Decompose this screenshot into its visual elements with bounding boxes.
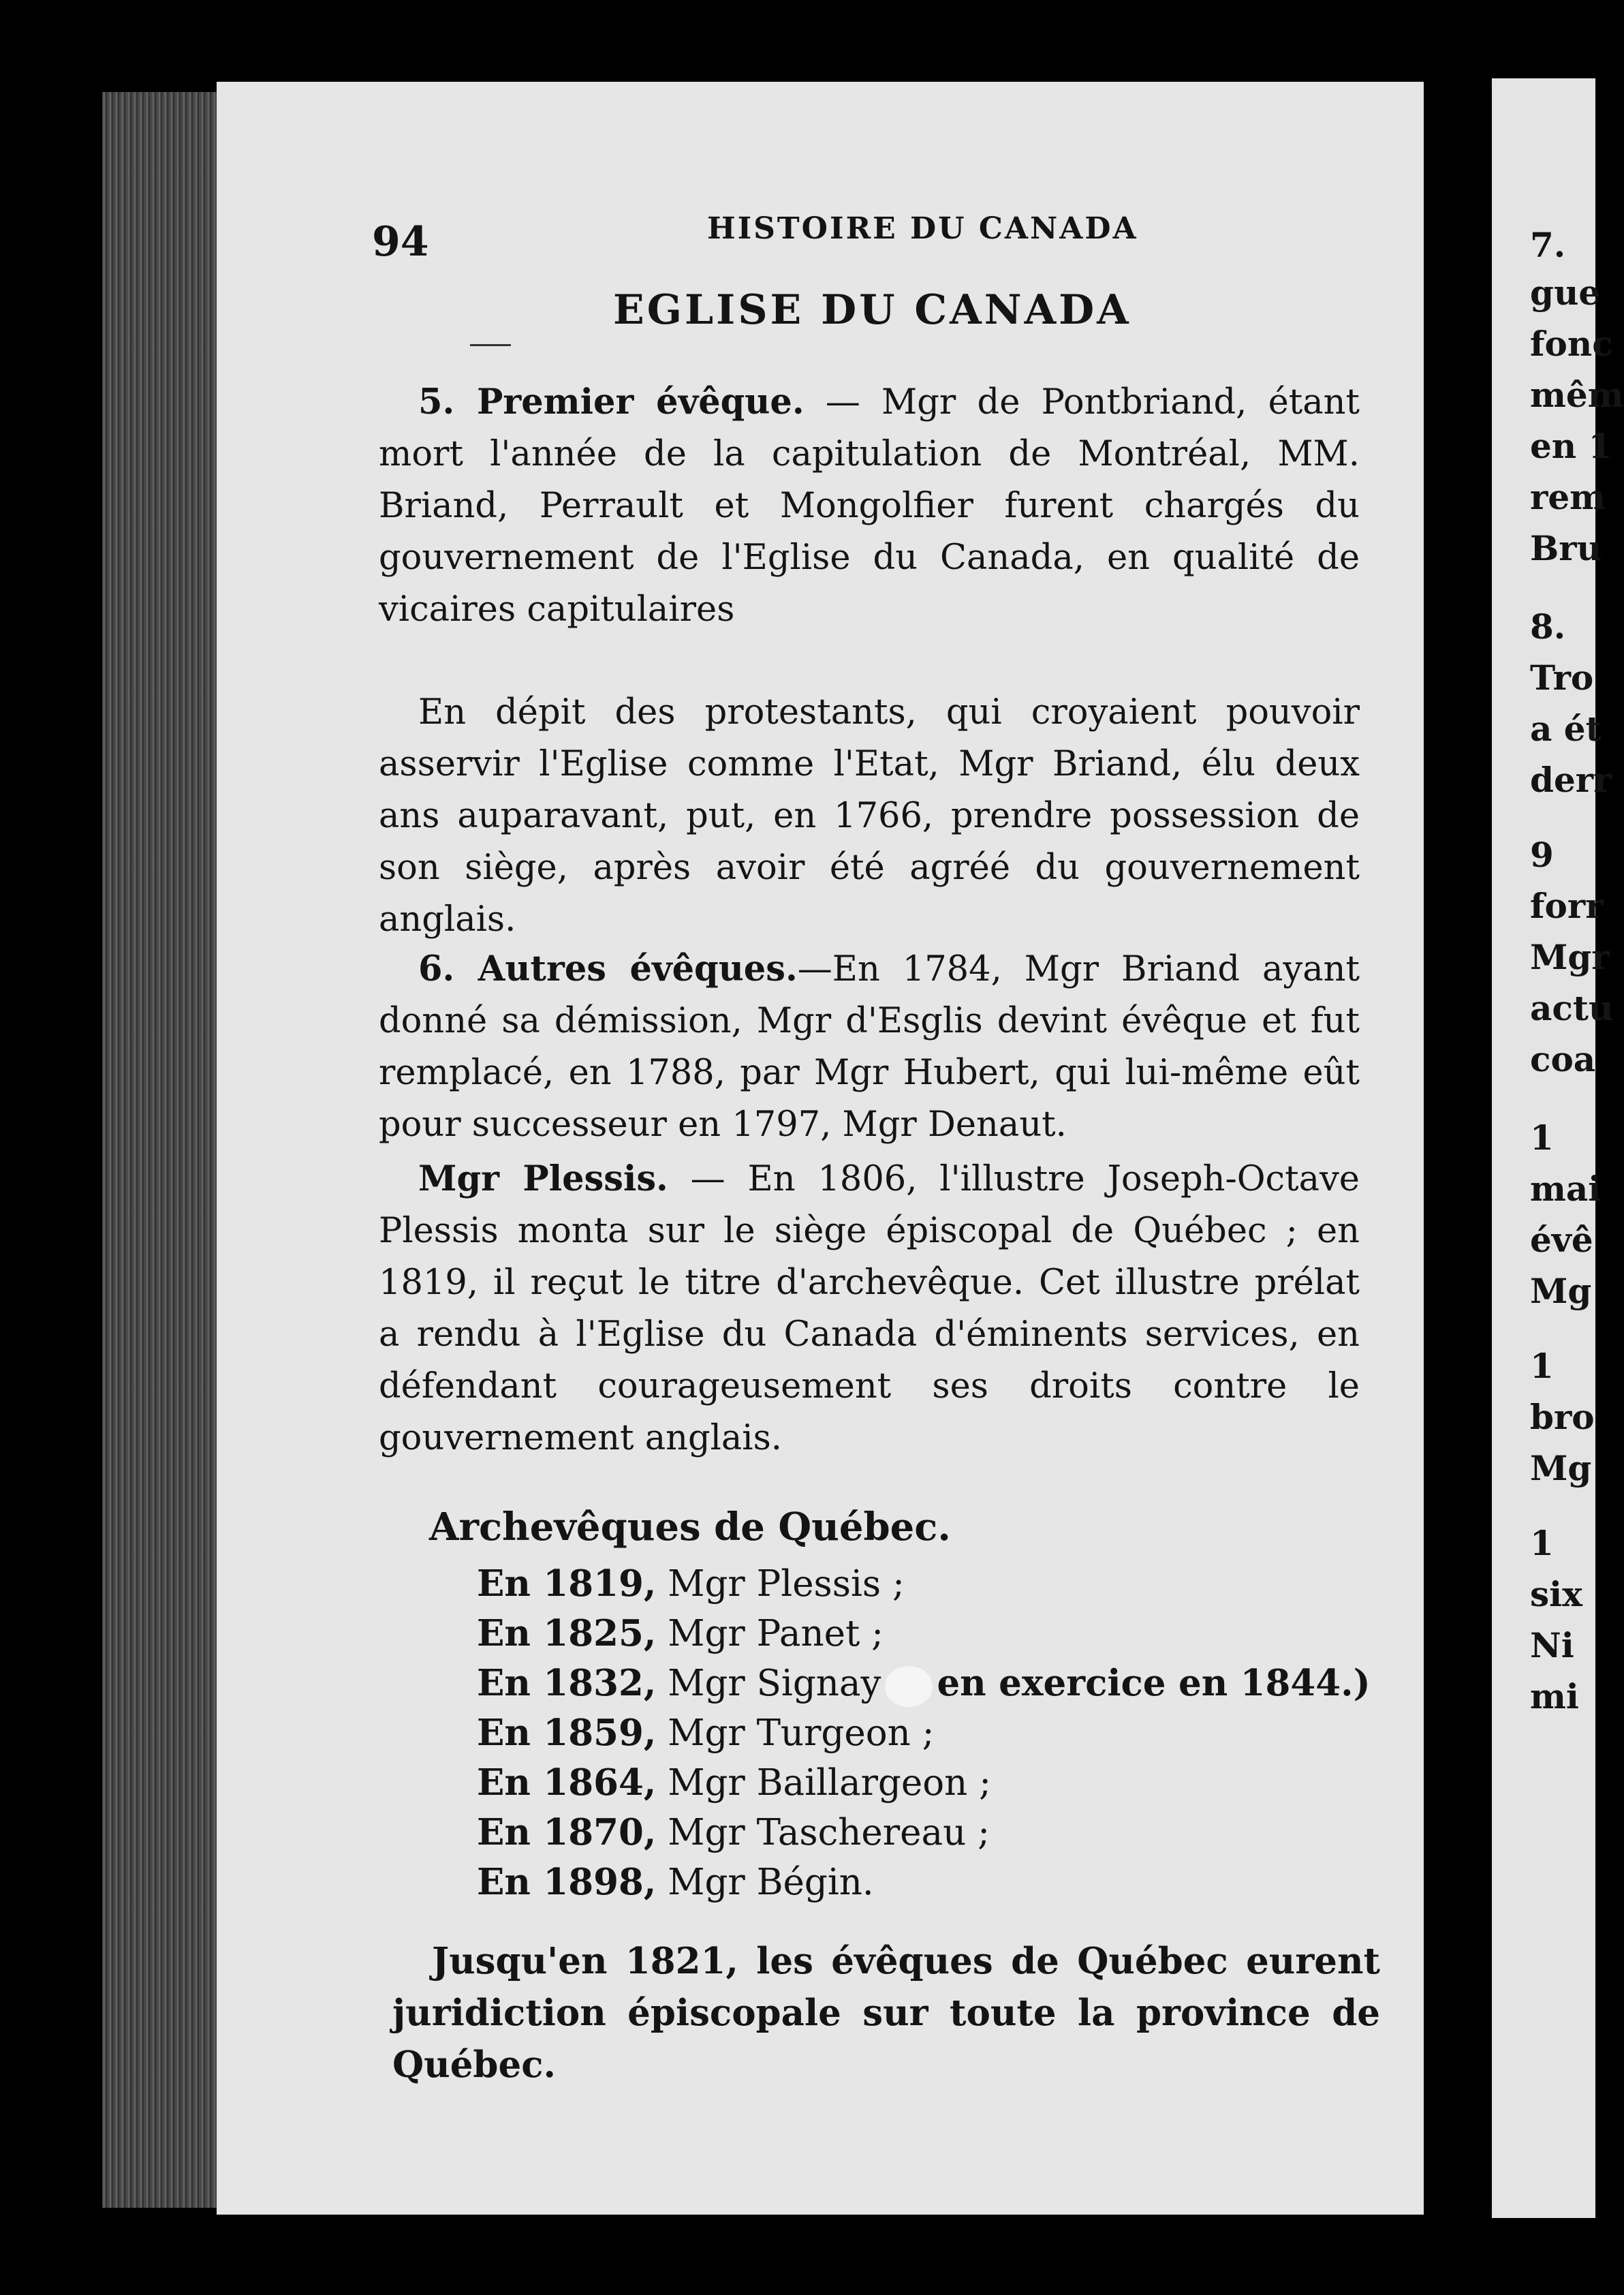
facing-page-text: bro xyxy=(1530,1397,1595,1437)
section-title: EGLISE DU CANADA xyxy=(613,286,1131,334)
facing-page-text: mai xyxy=(1530,1169,1602,1209)
facing-page-text: rem xyxy=(1530,477,1606,517)
facing-page-text: 7. xyxy=(1530,225,1566,265)
facing-page-text: fonc xyxy=(1530,324,1613,364)
facing-page-text: Bru xyxy=(1530,528,1602,568)
facing-page-text: 8. xyxy=(1530,606,1566,647)
archbishops-list xyxy=(477,1559,1371,1907)
facing-page-text: coa xyxy=(1530,1039,1596,1079)
list-item: En 1825, Mgr Panet ; xyxy=(477,1612,884,1654)
paragraph-autres-eveques xyxy=(379,943,1360,1151)
archbishops-heading: Archevêques de Québec. xyxy=(429,1505,951,1550)
list-item: En 1870, Mgr Taschereau ; xyxy=(477,1811,990,1853)
facing-page-text: derr xyxy=(1530,760,1612,800)
list-item: En 1864, Mgr Baillargeon ; xyxy=(477,1761,991,1804)
list-item: En 1898, Mgr Bégin. xyxy=(477,1861,874,1903)
facing-page-text: 1 xyxy=(1530,1346,1554,1386)
facing-page-text: a ét xyxy=(1530,709,1602,749)
paragraph-mgr-plessis xyxy=(379,1153,1360,1464)
closing-paragraph: Jusqu'en 1821, les évêques de Québec eurent juridiction épiscopale sur toute la province de Québec. xyxy=(392,1940,1380,2086)
book-page-edges xyxy=(102,92,218,2208)
facing-page-text: Tro xyxy=(1530,658,1594,698)
facing-page-text: Mg xyxy=(1530,1271,1592,1311)
paragraph-text: — Mgr de Pontbriand, étant mort l'année de la capitulation de Montréal, MM. Briand, Perrault et Mongolfier furent chargés du gouvernement de l'Eglise du Canada, en qualité de vicaires capitulaires xyxy=(379,382,1360,630)
facing-page-text: Mgr xyxy=(1530,937,1610,977)
paragraph-heading: Mgr Plessis. xyxy=(418,1158,668,1199)
facing-page-text: 1 xyxy=(1530,1118,1554,1158)
list-item: En 1819, Mgr Plessis ; xyxy=(477,1562,905,1605)
facing-page-text: Ni xyxy=(1530,1625,1574,1665)
facing-page-text: actu xyxy=(1530,988,1614,1028)
list-item: En 1832, Mgr Signay en exercice en 1844.) xyxy=(477,1659,1371,1708)
paragraph-heading: 6. Autres évêques. xyxy=(418,949,798,989)
facing-page-text: 9 xyxy=(1530,835,1554,875)
facing-page-text: mêm xyxy=(1530,375,1624,415)
paragraph-text: — En 1806, l'illustre Joseph-Octave Plessis monta sur le siège épiscopal de Québec ; en 1819, il reçut le titre d'archevêque. Cet illustre prélat a rendu à l'Eglise du Canada d'éminents services, en défendant courageusement ses droits contre le gouvernement anglais. xyxy=(379,1159,1360,1458)
facing-page-text: en 1 xyxy=(1530,426,1612,466)
facing-page-text: forr xyxy=(1530,886,1604,926)
section-rule xyxy=(470,344,511,346)
list-item: En 1859, Mgr Turgeon ; xyxy=(477,1712,935,1754)
paragraph-text: En dépit des protestants, qui croyaient pouvoir asservir l'Eglise comme l'Etat, Mgr Briand, élu deux ans auparavant, put, en 1766, prendre possession de son siège, après avoir été agréé du gouvernement anglais. xyxy=(379,692,1360,940)
facing-page-fragment xyxy=(1492,78,1624,2218)
paragraph-text: —En 1784, Mgr Briand ayant donné sa démission, Mgr d'Esglis devint évêque et fut remplacé, en 1788, par Mgr Hubert, qui lui-même eût pour successeur en 1797, Mgr Denaut. xyxy=(379,949,1360,1145)
book-page-left xyxy=(217,82,1424,2215)
facing-page-text: Mg xyxy=(1530,1448,1592,1488)
paragraph-protestants xyxy=(379,687,1360,946)
running-head: HISTOIRE DU CANADA xyxy=(707,211,1138,246)
facing-page-text: mi xyxy=(1530,1676,1579,1716)
ink-blot xyxy=(885,1666,933,1707)
facing-page-text: 1 xyxy=(1530,1523,1554,1563)
facing-page-text: évê xyxy=(1530,1220,1593,1260)
paragraph-premier-eveque xyxy=(379,376,1360,636)
paragraph-heading: 5. Premier évêque. xyxy=(418,382,805,422)
page-number: 94 xyxy=(372,218,429,266)
facing-page-text: gue xyxy=(1530,273,1601,313)
facing-page-text: six xyxy=(1530,1574,1582,1614)
